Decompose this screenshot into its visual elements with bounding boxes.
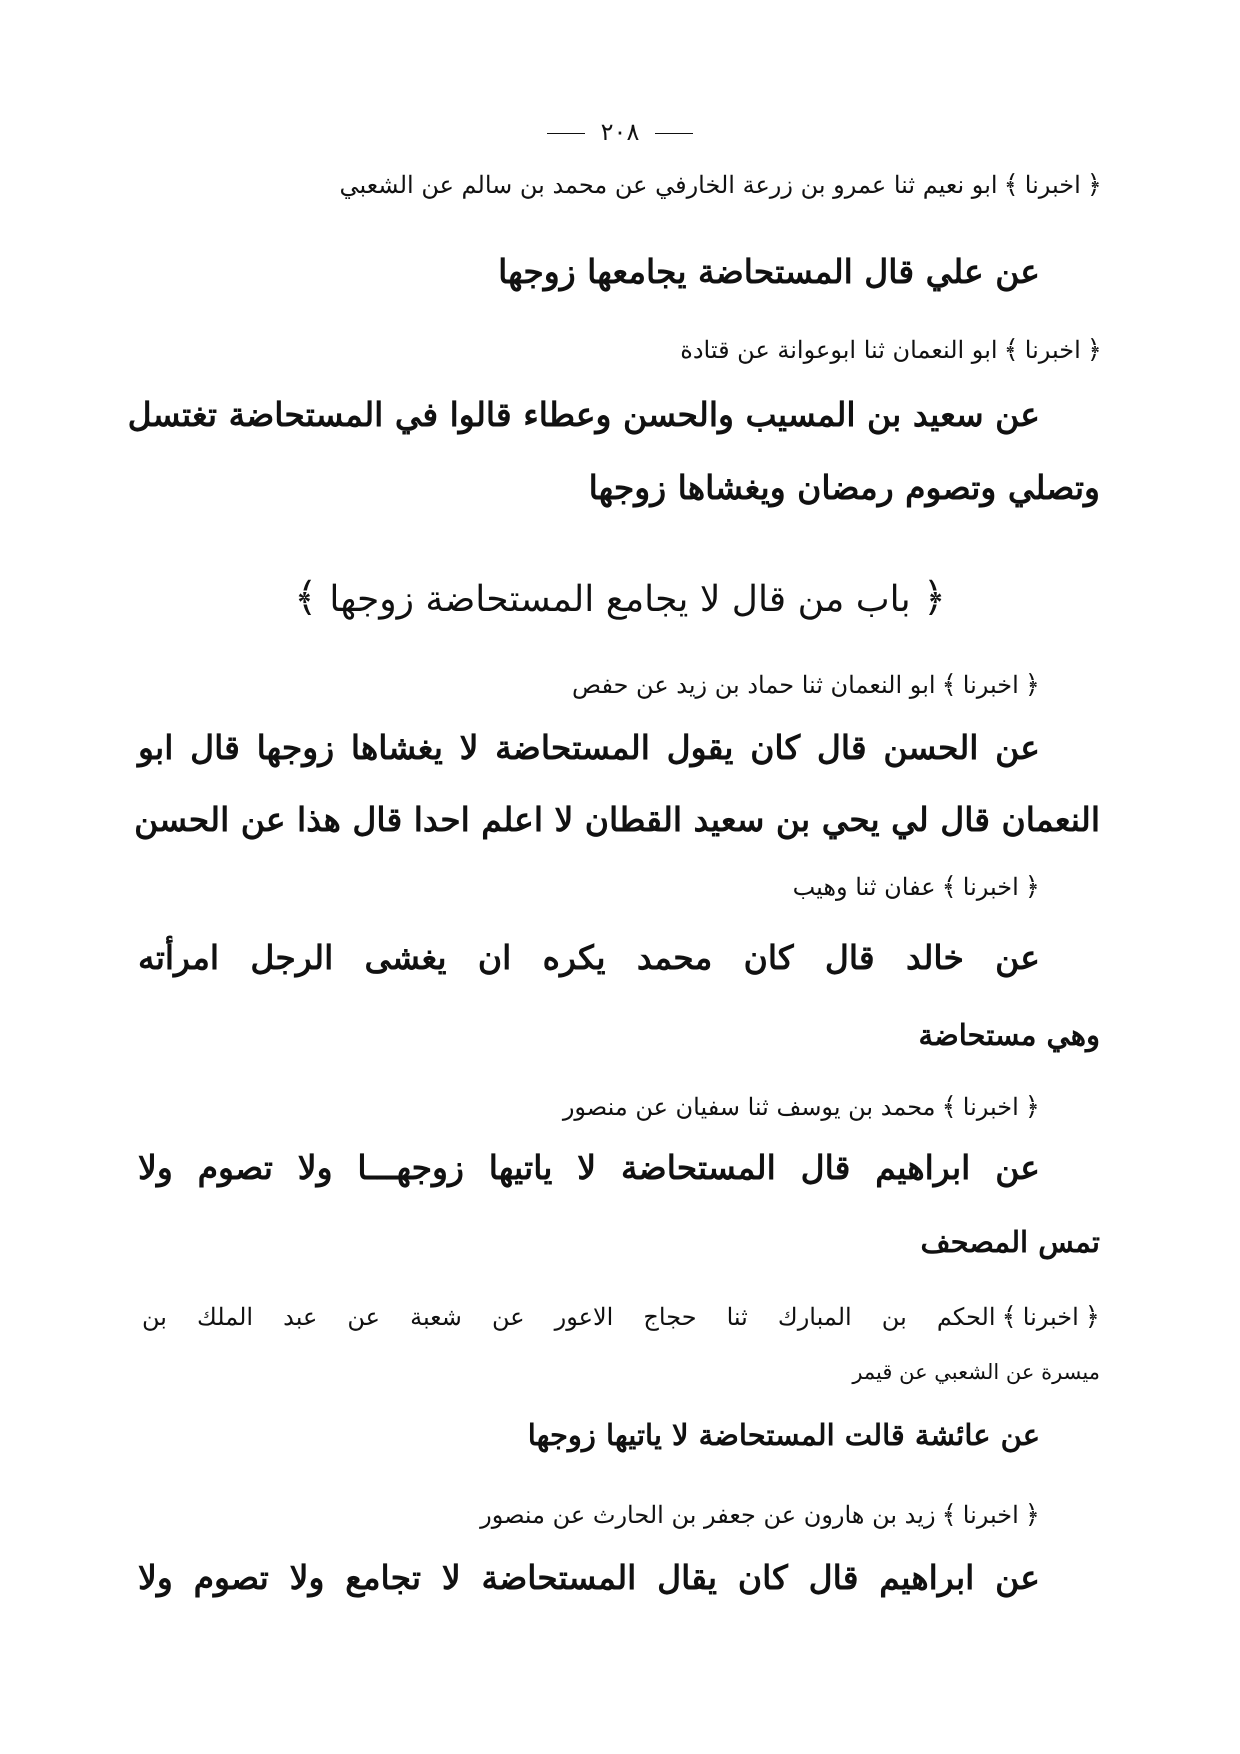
ornamental-bracket-close: ﴾ bbox=[941, 872, 957, 902]
ornamental-bracket-close: ﴾ bbox=[1003, 170, 1019, 200]
isnad-chain: عفان ثنا وهيب bbox=[792, 873, 936, 901]
ornamental-bracket-open: ﴿ bbox=[1024, 872, 1040, 902]
chapter-heading bbox=[0, 575, 1240, 621]
isnad-head: اخبرنا bbox=[962, 671, 1019, 699]
isnad-line-18 bbox=[480, 1500, 1040, 1530]
matn-line-5: وتصلي وتصوم رمضان ويغشاها زوجها bbox=[588, 468, 1100, 507]
ornamental-bracket-open: ﴿ bbox=[1024, 1500, 1040, 1530]
isnad-chain: ابو النعمان ثنا ابوعوانة عن قتادة bbox=[680, 336, 998, 364]
isnad-head: اخبرنا bbox=[1022, 1303, 1079, 1331]
isnad-line-6 bbox=[572, 670, 1040, 700]
isnad-chain: ابو نعيم ثنا عمرو بن زرعة الخارفي عن محمد بن سالم عن الشعبي bbox=[339, 171, 998, 199]
isnad-line-9 bbox=[793, 872, 1040, 902]
isnad-chain: زيد بن هارون عن جعفر بن الحارث عن منصور bbox=[480, 1501, 936, 1529]
isnad-head: اخبرنا bbox=[1024, 171, 1081, 199]
matn-line-8: النعمان قال لي يحي بن سعيد القطان لا اعلم احدا قال هذا عن الحسن bbox=[134, 800, 1100, 839]
isnad-head: اخبرنا bbox=[962, 873, 1019, 901]
isnad-head: اخبرنا bbox=[962, 1501, 1019, 1529]
ornamental-bracket-close: ﴾ bbox=[293, 575, 318, 621]
ornamental-bracket-close: ﴾ bbox=[941, 1092, 957, 1122]
matn-line-7: عن الحسن قال كان يقول المستحاضة لا يغشاها زوجها قال ابو bbox=[138, 728, 1040, 767]
matn-line-4: عن سعيد بن المسيب والحسن وعطاء قالوا في المستحاضة تغتسل bbox=[127, 395, 1040, 434]
page-number-dash-right bbox=[655, 133, 693, 134]
isnad-line-12 bbox=[563, 1092, 1040, 1122]
isnad-chain: ابو النعمان ثنا حماد بن زيد عن حفص bbox=[572, 671, 936, 699]
isnad-line-3 bbox=[680, 335, 1102, 365]
ornamental-bracket-close: ﴾ bbox=[941, 670, 957, 700]
matn-line-17: عن عائشة قالت المستحاضة لا ياتيها زوجها bbox=[527, 1418, 1040, 1452]
isnad-head: اخبرنا bbox=[962, 1093, 1019, 1121]
matn-line-10: عن خالد قال كان محمد يكره ان يغشى الرجل امرأته bbox=[138, 938, 1040, 977]
page-number bbox=[0, 118, 1240, 146]
ornamental-bracket-close: ﴾ bbox=[1003, 335, 1019, 365]
matn-line-11: وهي مستحاضة bbox=[918, 1018, 1100, 1052]
isnad-chain: الحكم بن المبارك ثنا حجاج الاعور عن شعبة عن عبد الملك بن bbox=[142, 1303, 996, 1331]
ornamental-bracket-close: ﴾ bbox=[1001, 1302, 1017, 1332]
isnad-line-16: ميسرة عن الشعبي عن قيمر bbox=[852, 1360, 1100, 1384]
ornamental-bracket-open: ﴿ bbox=[1024, 670, 1040, 700]
page-number-text: ٢٠٨ bbox=[600, 118, 640, 146]
ornamental-bracket-open: ﴿ bbox=[922, 575, 947, 621]
isnad-line-15 bbox=[142, 1302, 1100, 1332]
matn-line-14: تمس المصحف bbox=[920, 1225, 1100, 1259]
isnad-line-1 bbox=[339, 170, 1102, 200]
matn-line-2: عن علي قال المستحاضة يجامعها زوجها bbox=[498, 252, 1040, 291]
page-number-dash-left bbox=[547, 133, 585, 134]
ornamental-bracket-open: ﴿ bbox=[1086, 335, 1102, 365]
matn-line-19: عن ابراهيم قال كان يقال المستحاضة لا تجامع ولا تصوم ولا bbox=[138, 1558, 1040, 1597]
isnad-chain: محمد بن يوسف ثنا سفيان عن منصور bbox=[562, 1093, 936, 1121]
ornamental-bracket-open: ﴿ bbox=[1084, 1302, 1100, 1332]
ornamental-bracket-close: ﴾ bbox=[941, 1500, 957, 1530]
chapter-heading-text: باب من قال لا يجامع المستحاضة زوجها bbox=[329, 579, 911, 620]
ornamental-bracket-open: ﴿ bbox=[1024, 1092, 1040, 1122]
isnad-head: اخبرنا bbox=[1024, 336, 1081, 364]
matn-line-13: عن ابراهيم قال المستحاضة لا ياتيها زوجهـــا ولا تصوم ولا bbox=[138, 1148, 1040, 1187]
ornamental-bracket-open: ﴿ bbox=[1086, 170, 1102, 200]
